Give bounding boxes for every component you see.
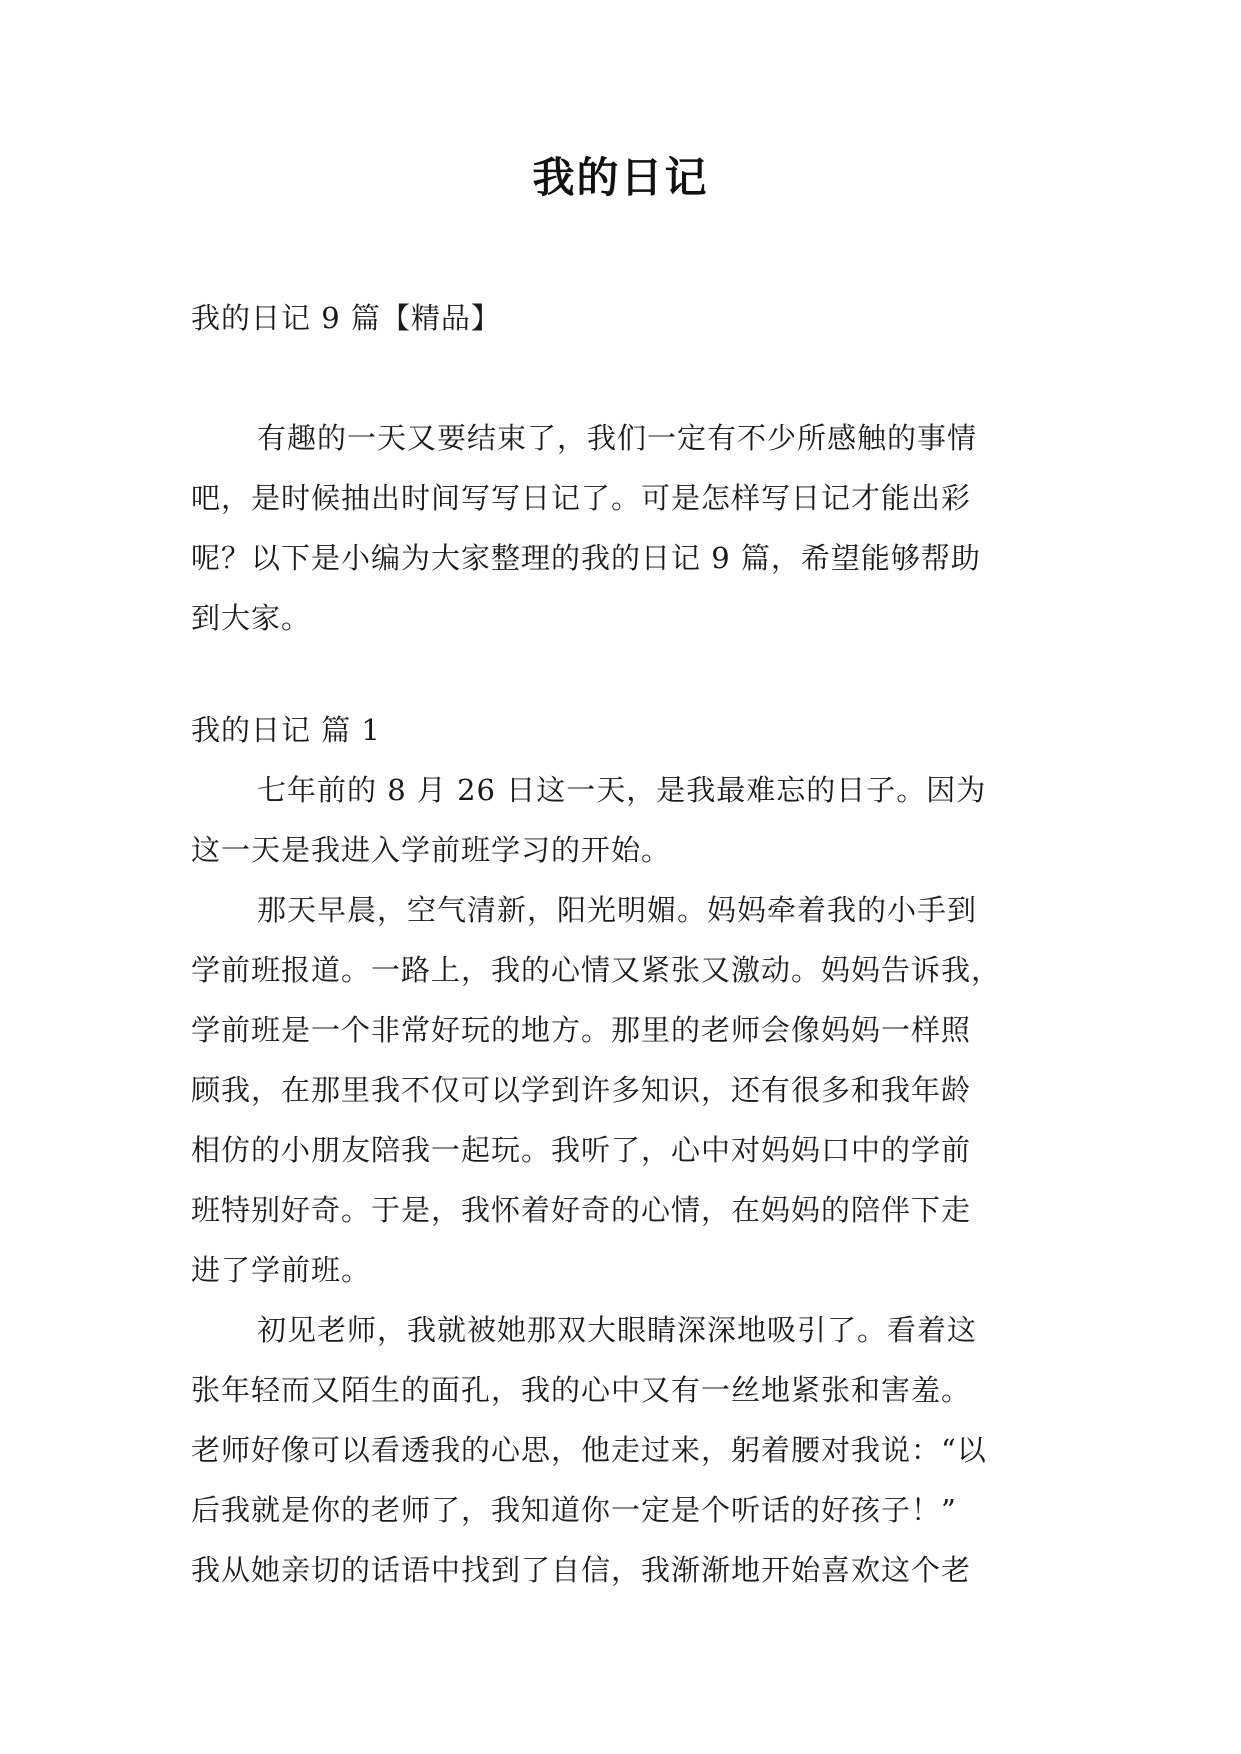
body-paragraph-3 [191,1300,1061,1600]
paragraph-line: 后我就是你的老师了，我知道你一定是个听话的好孩子！” [191,1493,957,1527]
document-subtitle: 我的日记 9 篇【精品】 [191,301,501,335]
paragraph-line: 那天早晨，空气清新，阳光明媚。妈妈牵着我的小手到 [257,893,978,927]
body-paragraph-2 [191,880,1061,1300]
paragraph-line: 张年轻而又陌生的面孔，我的心中又有一丝地紧张和害羞。 [191,1373,972,1407]
paragraph-line: 我从她亲切的话语中找到了自信，我渐渐地开始喜欢这个老 [191,1553,972,1587]
paragraph-line: 班特别好奇。于是，我怀着好奇的心情，在妈妈的陪伴下走 [191,1193,972,1227]
paragraph-line: 学前班是一个非常好玩的地方。那里的老师会像妈妈一样照 [191,1013,972,1047]
intro-line: 呢？以下是小编为大家整理的我的日记 9 篇，希望能够帮助 [191,541,981,575]
paragraph-line: 这一天是我进入学前班学习的开始。 [191,833,672,867]
paragraph-line: 老师好像可以看透我的心思，他走过来，躬着腰对我说：“以 [191,1433,987,1467]
intro-line: 吧，是时候抽出时间写写日记了。可是怎样写日记才能出彩 [191,481,972,515]
paragraph-line: 初见老师，我就被她那双大眼睛深深地吸引了。看着这 [257,1313,978,1347]
paragraph-line: 学前班报道。一路上，我的心情又紧张又激动。妈妈告诉我， [191,953,1002,987]
intro-paragraph [191,408,1061,648]
body-paragraph-1 [191,760,1061,880]
intro-line: 有趣的一天又要结束了，我们一定有不少所感触的事情 [257,421,978,455]
document-title: 我的日记 [532,153,709,202]
intro-line: 到大家。 [191,601,312,635]
paragraph-line: 七年前的 8 月 26 日这一天，是我最难忘的日子。因为 [257,773,987,807]
spacer [191,348,1061,408]
document-body [191,288,1061,1600]
paragraph-line: 顾我，在那里我不仅可以学到许多知识，还有很多和我年龄 [191,1073,972,1107]
paragraph-line: 进了学前班。 [191,1253,372,1287]
spacer [191,648,1061,700]
paragraph-line: 相仿的小朋友陪我一起玩。我听了，心中对妈妈口中的学前 [191,1133,972,1167]
section-heading: 我的日记 篇 1 [191,713,381,747]
